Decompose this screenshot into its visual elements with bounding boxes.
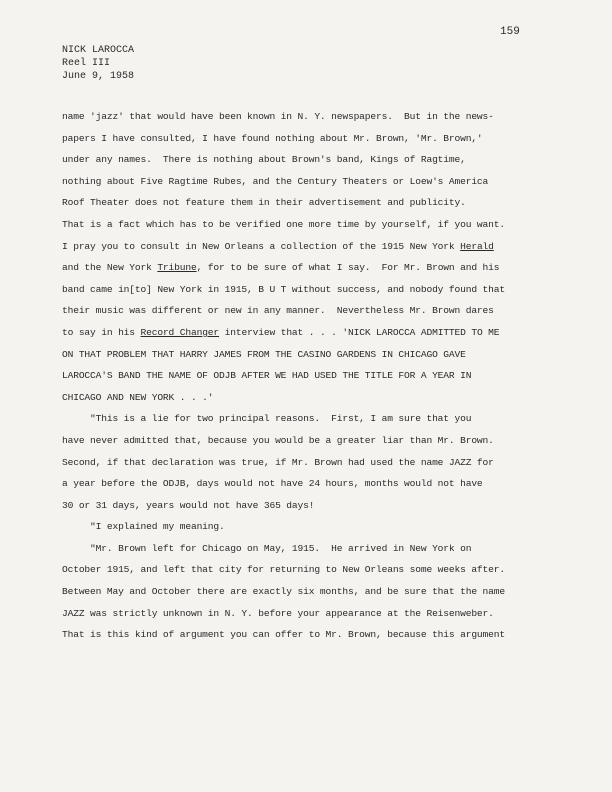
line-text: "This is a lie for two principal reasons. First, I am sure that you [62,413,472,425]
transcript-line [62,408,532,430]
transcript-line [62,236,532,258]
line-text: Roof Theater does not feature them in their advertisement and publicity. [62,197,466,209]
transcript-line [62,344,532,366]
transcript-line [62,300,532,322]
line-text: "Mr. Brown left for Chicago on May, 1915. He arrived in New York on [62,542,472,554]
transcript-body [62,106,532,646]
transcript-line [62,538,532,560]
page-number: 159 [500,26,520,38]
transcript-line [62,322,532,344]
line-text: 30 or 31 days, years would not have 365 days! [62,499,315,511]
transcript-line [62,603,532,625]
header-reel: Reel III [62,58,111,69]
line-text: name 'jazz' that would have been known in N. Y. newspapers. But in the news- [62,111,494,122]
line-text: October 1915, and left that city for returning to New Orleans some weeks after. [62,564,505,576]
line-text: JAZZ was strictly unknown in N. Y. before your appearance at the Reisenweber. [62,607,494,619]
transcript-line [62,171,532,193]
header-date: June 9, 1958 [62,71,135,82]
line-text: under any names. There is nothing about Brown's band, Kings of Ragtime, [62,154,466,166]
line-text: "I explained my meaning. [62,521,225,533]
transcript-line [62,365,532,387]
line-text: band came in[to] New York in 1915, B U T without success, and nobody found that [62,283,505,295]
line-text: a year before the ODJB, days would not have 24 hours, months would not have [62,478,483,490]
line-text: ON THAT PROBLEM THAT HARRY JAMES FROM THE CASINO GARDENS IN CHICAGO GAVE [62,348,466,360]
transcript-line [62,581,532,603]
underlined-title: Tribune [157,262,197,274]
line-text: have never admitted that, because you would be a greater liar than Mr. Brown. [62,434,494,446]
transcript-line [62,192,532,214]
transcript-line [62,559,532,581]
line-text: to say in his [62,326,141,338]
transcript-line [62,473,532,495]
line-text: Second, if that declaration was true, if Mr. Brown had used the name JAZZ for [62,456,494,468]
transcript-line [62,214,532,236]
line-text: I pray you to consult in New Orleans a collection of the 1915 New York [62,240,461,252]
line-text: nothing about Five Ragtime Rubes, and the Century Theaters or Loew's America [62,175,489,187]
line-text: CHICAGO AND NEW YORK . . .' [62,391,214,403]
line-text: , for to be sure of what I say. For Mr. Brown and his [196,262,500,274]
document-header [62,44,134,83]
transcript-line [62,257,532,279]
transcript-line [62,516,532,538]
transcript-line [62,495,532,517]
transcript-line [62,452,532,474]
transcript-line [62,430,532,452]
underlined-title: Herald [460,240,494,252]
line-text: LAROCCA'S BAND THE NAME OF ODJB AFTER WE HAD USED THE TITLE FOR A YEAR IN [62,370,472,382]
line-text: papers I have consulted, I have found nothing about Mr. Brown, 'Mr. Brown,' [62,132,483,144]
line-text: Between May and October there are exactly six months, and be sure that the name [62,586,505,598]
transcript-line [62,106,532,128]
transcript-line [62,149,532,171]
transcript-line [62,279,532,301]
header-name: NICK LAROCCA [62,45,135,56]
line-text: That is this kind of argument you can offer to Mr. Brown, because this argument [62,629,505,641]
line-text: their music was different or new in any manner. Nevertheless Mr. Brown dares [62,305,494,317]
transcript-line [62,624,532,646]
line-text: and the New York [62,262,158,274]
line-text: interview that . . . 'NICK LAROCCA ADMITTED TO ME [219,326,500,338]
transcript-line [62,128,532,150]
underlined-title: Record Changer [140,326,220,338]
line-text: That is a fact which has to be verified one more time by yourself, if you want. [62,218,505,230]
transcript-line [62,387,532,409]
